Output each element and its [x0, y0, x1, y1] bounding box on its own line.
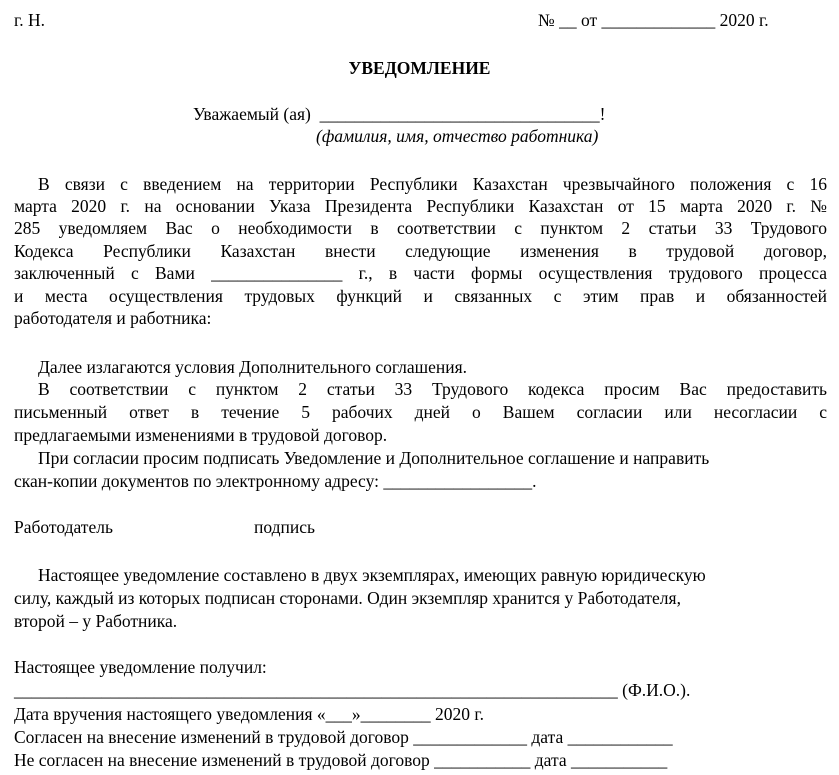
received-label: Настоящее уведомление получил:: [14, 657, 267, 677]
paragraph1-line3: 285 уведомляем Вас о необходимости в соответствии с пунктом 2 статьи 33 Трудового: [14, 218, 827, 238]
paragraph1-line4: Кодекса Республики Казахстан внести следующие изменения в трудовой договор,: [14, 241, 827, 261]
greeting-text: Уважаемый (ая): [193, 104, 311, 124]
paragraph3-line3: предлагаемыми изменениями в трудовой договор.: [14, 425, 388, 445]
paragraph1-line2: марта 2020 г. на основании Указа Президента Республики Казахстан от 15 марта 2020 г. №: [14, 196, 827, 216]
paragraph4-line2: скан-копии документов по электронному адресу: _________________.: [14, 471, 537, 491]
paragraph5-line2: силу, каждый из которых подписан сторонами. Один экземпляр хранится у Работодателя,: [14, 588, 681, 608]
paragraph4-line1: При согласии просим подписать Уведомление и Дополнительное соглашение и направить: [38, 448, 710, 468]
paragraph5-line1: Настоящее уведомление составлено в двух экземплярах, имеющих равную юридическую: [38, 565, 706, 585]
paragraph1-line7: работодателя и работника:: [14, 308, 212, 328]
paragraph3-line1: В соответствии с пунктом 2 статьи 33 Трудового кодекса просим Вас предоставить: [38, 379, 827, 399]
paragraph1-line5: заключенный с Вами _______________ г., в части формы осуществления трудового процесса: [14, 263, 827, 283]
paragraph1-line6: и места осуществления трудовых функций и связанных с этим прав и обязанностей: [14, 286, 827, 306]
paragraph2: Далее излагаются условия Дополнительного соглашения.: [38, 357, 468, 377]
number-prefix: № __ от: [538, 10, 598, 30]
document-title: УВЕДОМЛЕНИЕ: [348, 58, 491, 78]
greeting-line: [193, 103, 605, 125]
disagree-line: Не согласен на внесение изменений в трудовой договор ___________ дата ___________: [14, 750, 668, 770]
paragraph5-line3: второй – у Работника.: [14, 611, 178, 631]
city-label: г. Н.: [14, 10, 45, 30]
paragraph3-line2: письменный ответ в течение 5 рабочих дней о Вашем согласии или несогласии с: [14, 402, 827, 422]
agree-line: Согласен на внесение изменений в трудовой договор _____________ дата ____________: [14, 727, 673, 747]
paragraph1-line1: В связи с введением на территории Республики Казахстан чрезвычайного положения с 16: [38, 174, 827, 194]
employer-label: Работодатель: [14, 517, 113, 537]
fio-line: _____________________________________________________________________ (Ф.И.О.).: [14, 680, 691, 700]
delivery-date-line: Дата вручения настоящего уведомления «___»________ 2020 г.: [14, 704, 484, 724]
signature-label: подпись: [254, 517, 315, 537]
greeting-blank: ________________________________: [319, 104, 600, 124]
greeting-exclaim: !: [599, 104, 606, 124]
document-number-date: [538, 9, 769, 31]
greeting-hint: (фамилия, имя, отчество работника): [316, 126, 599, 146]
year-label: 2020 г.: [719, 10, 769, 30]
date-blank: _____________: [601, 10, 716, 30]
